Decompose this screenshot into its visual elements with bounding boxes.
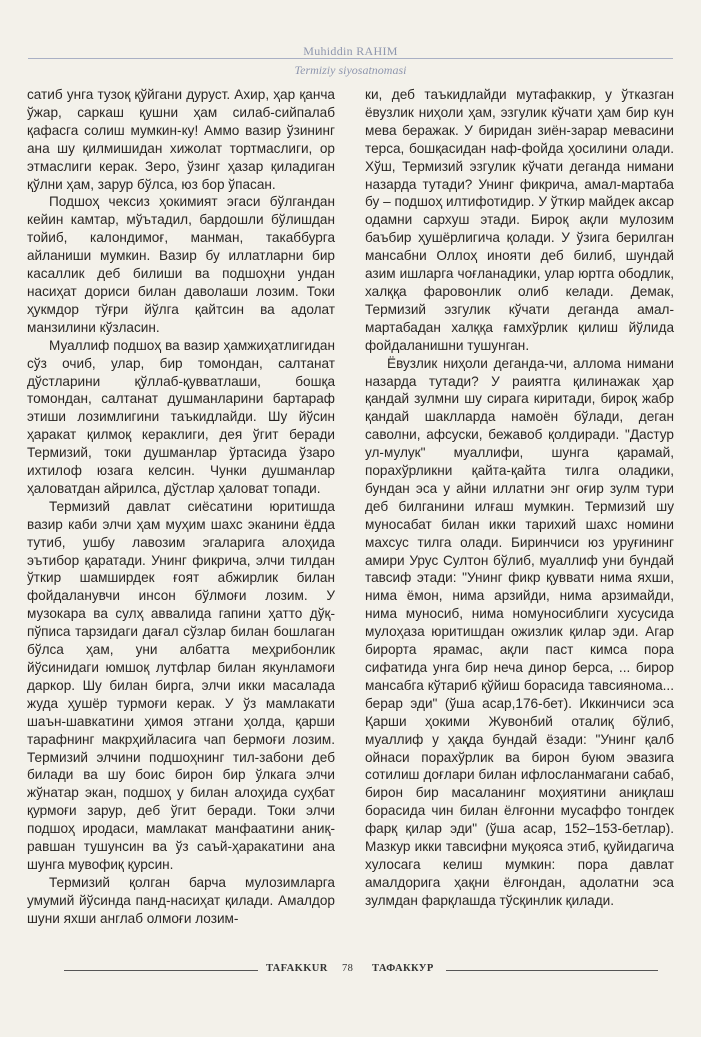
paragraph: Термизий давлат сиёсатини юритишда вазир каби элчи ҳам муҳим шахс эканини ёдда тутиб, ушбу лавозим эгаларига алоҳида эътибор қаратади. Унинг фикрича, элчи тилдан ўткир шамширдек ғоят абжирлик билан фойдаланувчи инсон бўлмоғи лозим. У музокара ва сулҳ аввалида гапини ҳатто дўқ-пўписа тарзидаги дағал сўзлар билан бошлаган бўлса ҳам, уни албатта меҳрибонлик йўсинидаги юмшоқ лутфлар билан якунламоғи даркор. Шу билан бирга, элчи икки масалада жуда ҳушёр турмоғи керак. У ўз мамлакати шаън-шавкатини ҳимоя этгани ҳолда, қарши тарафнинг макрҳийласига чап бермоғи лозим. Термизий элчини подшоҳнинг тил-забони деб билади ва шу боис бирон бир ўлкага элчи жўнатар экан, подшоҳ у билан алоҳида суҳбат қурмоғи зарур, деб ўгит беради. Токи элчи подшоҳ иродаси, мамлакат манфаатини аниқ-равшан тушунсин ва ўз саъй-ҳаракатини ана шунга мувофиқ қурсин. xyxy=(27,498,335,872)
footer-label-latin: TAFAKKUR xyxy=(266,963,328,974)
header-rule xyxy=(28,58,673,59)
paragraph: ки, деб таъкидлайди мутафаккир, у ўтказган ёвузлик ниҳоли ҳам, эзгулик кўчати ҳам бир кун мева беражак. У биридан зиён-зарар мевасини терса, бошқасидан наф-фойда ҳосилини олади. Хўш, Термизий эзгулик кўчати деганда нимани назарда тутади? Унинг фикрича, амал-мартаба бу – подшоҳ илтифотидир. У ўткир майдек аксар одамни сархуш этади. Бироқ ақли мулозим баъбир ҳушёрлигича қолади. У ўзига берилган мансабни Оллоҳ инояти деб билиб, шундай азим ишларга чоғланадики, улар юртга ободлик, халққа фаровонлик олиб келади. Демак, Термизий эзгулик кўчати деганда амал-мартабадан халққа ғамхўрлик қилиш йўлида фойдаланишни тушунган. xyxy=(365,87,674,353)
footer-rule-left xyxy=(64,970,258,971)
header-author: Muhiddin RAHIM xyxy=(303,44,398,58)
running-header xyxy=(0,44,701,78)
paragraph: сатиб унга тузоқ қўйгани дуруст. Ахир, ҳар қанча ўжар, саркаш қушни ҳам силаб-сийпалаб қафасга солиш мумкин-ку! Аммо вазир ўзининг ана шу қилмишидан хижолат тортмаслиги, ор этмаслиги керак. Зеро, ўзинг ҳазар қиладиган қўлни ҳам, зарур бўлса, юз бор ўпасан. xyxy=(27,87,335,192)
header-subtitle: Termiziy siyosatnomasi xyxy=(294,63,407,77)
paragraph: Подшоҳ чексиз ҳокимият эгаси бўлгандан кейин камтар, мўътадил, бардошли бўлишдан тойиб, калондимоғ, манман, такаббурга айланиши мумкин. Вазир бу иллатларни бир касаллик деб билиши ва подшоҳни ундан насиҳат дориси билан даволаши лозим. Токи ҳукмдор тўғри йўлга қайтсин ва адолат манзилини кўзласин. xyxy=(27,194,335,335)
left-column xyxy=(27,86,335,928)
footer-label-cyrillic: ТАФАККУР xyxy=(372,963,434,974)
paragraph: Термизий қолган барча мулозимларга умумий йўсинда панд-насиҳат қилади. Амалдор шуни яхши англаб олмоғи лозим- xyxy=(27,874,335,926)
page-number: 78 xyxy=(342,963,354,974)
right-column xyxy=(365,86,674,910)
footer-rule-right xyxy=(446,970,658,971)
page-footer xyxy=(0,963,701,977)
paragraph: Ёвузлик ниҳоли деганда-чи, алломa нимани назарда тутади? У раиятга қилинажак ҳар қандай зулмни шу сирага киритади, бироқ жабр қандай шаклларда намоён бўлади, деган саволни, афсуски, бежавоб қолдиради. "Дастур ул-мулук" муаллифи, шунга қарамай, порахўрликни қайта-қайта тилга оладики, бундан эса у айни иллатни энг оғир зулм тури деб билганини илғаш мумкин. Термизий шу муносабат билан икки тарихий шахс номини махсус тилга олади. Биринчиси юз уруғининг амири Урус Султон бўлиб, муаллиф уни бундай тавсиф этади: "Унинг фикр қуввати нима яхши, нима ёмон, нима арзийди, нима арзимайди, нима муносиб, нима номуносиблиги хусусида мулоҳаза юритишдан ожизлик қилар эди. Агар бирорта ярамас, ақли паст кимса пора сифатида унга бир неча динор берса, ... бирор мансабга кўтариб қўйиш борасида тавсиянома... берар эди" (ўша асар,176-бет). Иккинчиси эса Қарши ҳокими Жувонбий оталиқ бўлиб, муаллиф у ҳақда бундай ёзади: "Унинг қалб ойнаси порахўрлик ва бирон буюм эвазига сотилиш доғлари билан ифлосланмагани сабаб, бирон бир масаланинг моҳиятини аниқлаш борасида чин билан ёлғонни мусаффо тонгдек фарқ қилар эди" (ўша асар, 152–153-бетлар). Мазкур икки тавсифни муқояса этиб, қуйидагича хулосага келиш мумкин: пора давлат амалдорига ҳақни ёлғондан, адолатни эса зулмдан фарқлашда тўсқинлик қилади. xyxy=(365,355,674,908)
paragraph: Муаллиф подшоҳ ва вазир ҳамжиҳатлигидан сўз очиб, улар, бир томондан, салтанат дўстларини қўллаб-қувватлаши, бошқа томондан, салтанат душманларини бартараф этиши лозимлигини таъкидлайди. Шу йўсин ҳаракат қилмоқ кераклиги, дея ўгит беради Термизий, токи душманлар ўртасида ўзаро ихтилоф юзага келсин. Чунки душманлар ҳаловатдан айрилса, дўстлар ҳаловат топади. xyxy=(27,337,335,496)
